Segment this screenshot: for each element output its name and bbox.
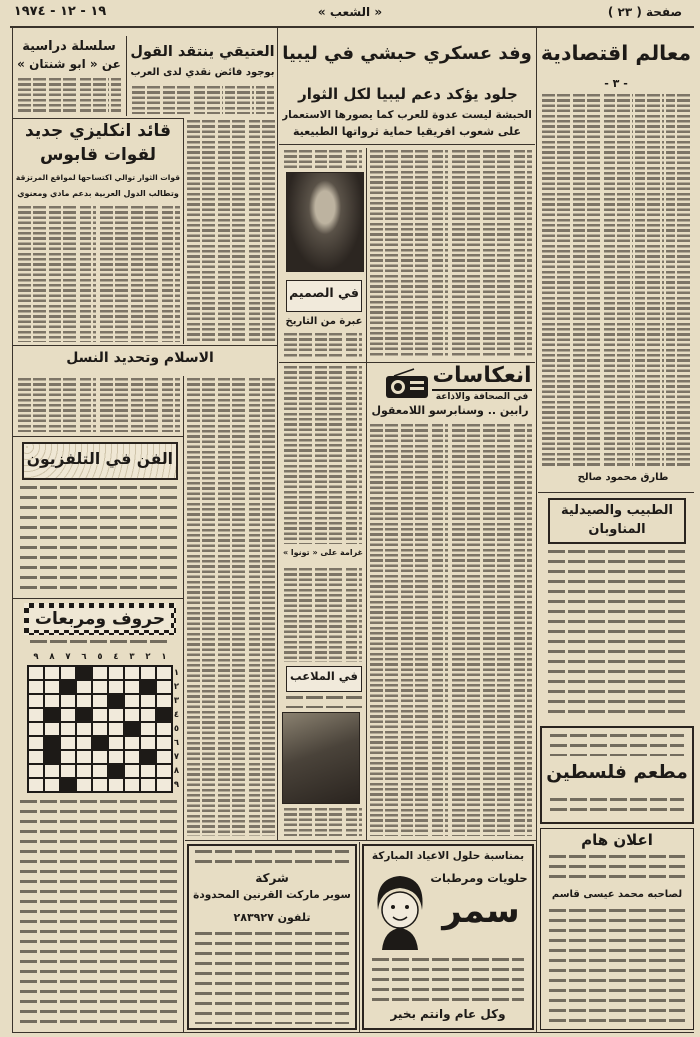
page-frame-left	[12, 28, 13, 1032]
column-rule	[359, 842, 360, 1032]
article-text-block	[542, 94, 692, 468]
ad-text-block	[550, 798, 684, 818]
press-subtitle: رابين .. وسنابرسو اللامعقول	[371, 405, 529, 417]
crossword-cell	[140, 764, 156, 778]
crossword-cell	[124, 694, 140, 708]
crossword-cell	[92, 778, 108, 792]
oman-headline-line1: قائد انكليزي جديد	[25, 122, 171, 141]
supermarket-name-line2: سوبر ماركت القرنين المحدودة	[193, 889, 351, 901]
crossword-cell	[108, 778, 124, 792]
crossword-cell	[156, 736, 172, 750]
article-text-block	[284, 333, 362, 358]
crossword-cell	[140, 666, 156, 680]
crossword-cell	[156, 694, 172, 708]
crossword-cell	[60, 694, 76, 708]
crossword-cell	[92, 680, 108, 694]
economics-author: طارق محمود صالح	[577, 472, 669, 483]
section-rule	[538, 492, 694, 493]
crossword-cell	[44, 764, 60, 778]
crossword-cell	[92, 722, 108, 736]
crossword-column-number: ٩	[33, 652, 39, 662]
crossword-cell	[140, 736, 156, 750]
crossword-column-number: ٦	[81, 652, 87, 662]
section-rule	[12, 345, 277, 346]
crossword-cell	[140, 778, 156, 792]
sports-logo	[286, 666, 362, 692]
section-rule	[279, 144, 535, 145]
holiday-brand: سمر	[442, 892, 520, 931]
crossword-cell	[92, 750, 108, 764]
series-title: سلسلة دراسية	[22, 40, 116, 54]
oman-deck-1: قوات الثوار توالي اكتساحها لمواقع المرتزقة	[16, 174, 180, 182]
crossword-row-number: ٨	[173, 766, 180, 776]
crossword-cell	[60, 736, 76, 750]
crossword-clues-text	[20, 800, 178, 1026]
notice-title: اعلان هام	[581, 832, 653, 849]
article-text-block	[100, 378, 180, 432]
crossword-cell	[124, 680, 140, 694]
crossword-cell	[140, 694, 156, 708]
economics-title: معالم اقتصادية	[540, 42, 692, 65]
article-text-block	[18, 206, 96, 342]
press-title-line2: في الصحافة والاذاعة	[435, 392, 529, 402]
crossword-black-cell	[76, 708, 92, 722]
crossword-cell	[92, 764, 108, 778]
crossword-black-cell	[140, 680, 156, 694]
libya-subhead: جلود يؤكد دعم ليبيا لكل الثوار	[298, 86, 518, 103]
crossword-cell	[28, 736, 44, 750]
crossword-cell	[76, 750, 92, 764]
crossword-cell	[44, 680, 60, 694]
tv-section-logo	[22, 442, 178, 480]
radio-icon	[384, 368, 430, 400]
crossword-cell	[76, 694, 92, 708]
crossword-cell	[156, 680, 172, 694]
crossword-row-number: ١	[173, 668, 180, 678]
ad-text-block	[549, 855, 685, 885]
crossword-cell	[124, 708, 140, 722]
column-rule	[183, 376, 184, 1032]
oteiqi-subhead: بوجود فائض نقدي لدى العرب	[130, 67, 275, 78]
crossword-cell	[76, 722, 92, 736]
holiday-occasion: بمناسبة حلول الاعياد المباركة	[371, 850, 525, 862]
crossword-black-cell	[60, 680, 76, 694]
crossword-cell	[60, 750, 76, 764]
crossword-grid	[27, 665, 173, 793]
duty-list-text	[548, 550, 688, 720]
column-rule	[126, 36, 127, 116]
notice-owner: لصاحبه محمد عيسى قاسم	[551, 889, 683, 900]
crossword-row-number: ٤	[173, 710, 180, 720]
crossword-row-number: ٩	[173, 780, 180, 790]
libya-deck-1: الحبشة ليست عدوة للعرب كما يصورها الاستعمار	[282, 109, 532, 121]
column-rule	[183, 118, 184, 344]
crossword-cell	[140, 722, 156, 736]
crossword-cell	[44, 694, 60, 708]
crossword-cell	[44, 666, 60, 680]
article-text-block	[452, 150, 532, 358]
holiday-product: حلويات ومرطبات	[430, 872, 528, 885]
crossword-black-cell	[44, 708, 60, 722]
crossword-cell	[92, 708, 108, 722]
article-text-block	[452, 424, 532, 836]
newspaper-name: « الشعب »	[317, 6, 383, 19]
section-rule	[12, 598, 183, 599]
crossword-cell	[28, 778, 44, 792]
tv-schedule-text	[20, 486, 178, 594]
ad-text-block	[549, 909, 685, 1023]
crossword-row-number: ٢	[173, 682, 180, 692]
news-photo-portrait	[286, 172, 364, 272]
page-frame-bottom	[12, 1032, 694, 1033]
sports-photo	[282, 712, 360, 804]
crossword-cell	[124, 736, 140, 750]
crossword-cell	[124, 666, 140, 680]
girl-illustration	[370, 870, 430, 952]
article-text-block	[370, 150, 448, 358]
crossword-black-cell	[92, 736, 108, 750]
column-rule	[536, 28, 537, 1032]
crossword-column-number: ٥	[97, 652, 103, 662]
duty-title-line2: المناوبان	[588, 523, 646, 537]
press-title: انعكاسات	[432, 364, 532, 391]
header-rule	[10, 26, 694, 28]
crossword-title: حروف ومربعات	[34, 610, 166, 629]
notice-ad	[540, 828, 694, 1030]
crossword-cell	[28, 750, 44, 764]
crossword-cell	[60, 722, 76, 736]
ad-text-block	[372, 958, 524, 1004]
crossword-column-numbers	[28, 652, 172, 664]
crossword-black-cell	[44, 750, 60, 764]
restaurant-name: مطعم فلسطين	[546, 762, 688, 783]
article-text-block	[284, 150, 362, 168]
crossword-cell	[28, 722, 44, 736]
article-text-block	[284, 366, 362, 544]
crossword-cell	[92, 666, 108, 680]
crossword-row-number: ٣	[173, 696, 180, 706]
crossword-cell	[44, 778, 60, 792]
sports-title: في الملاعب	[290, 670, 358, 683]
crossword-cell	[156, 750, 172, 764]
column-rule	[277, 28, 278, 840]
crossword-column-number: ١	[161, 652, 167, 662]
section-rule	[185, 840, 536, 841]
crossword-column-number: ٧	[65, 652, 71, 662]
crossword-cell	[108, 708, 124, 722]
holiday-sweets-ad	[362, 844, 534, 1030]
crossword-cell	[76, 736, 92, 750]
restaurant-ad	[540, 726, 694, 824]
supermarket-name-line1: شركة	[255, 872, 289, 885]
article-text-block	[187, 378, 275, 836]
ad-text-block	[195, 932, 349, 1024]
crossword-cell	[28, 694, 44, 708]
crossword-cell	[60, 666, 76, 680]
column-subtitle: عبرة من التاريخ	[285, 316, 363, 327]
crossword-black-cell	[44, 736, 60, 750]
crossword-cell	[108, 666, 124, 680]
fine-title: غرامة على « تونوا »	[282, 548, 364, 557]
crossword-column-number: ٤	[113, 652, 119, 662]
duty-title-line1: الطبيب والصيدلية	[560, 504, 674, 518]
article-text-block	[132, 86, 274, 114]
supermarket-ad	[187, 844, 357, 1030]
column-logo	[286, 280, 362, 312]
islam-title: الاسلام وتحديد النسل	[66, 350, 214, 366]
crossword-black-cell	[76, 666, 92, 680]
crossword-column-number: ٢	[145, 652, 151, 662]
crossword-credit-text	[30, 640, 170, 648]
crossword-cell	[60, 764, 76, 778]
crossword-row-number: ٦	[173, 738, 180, 748]
crossword-cell	[124, 778, 140, 792]
crossword-cell	[108, 722, 124, 736]
crossword-row-numbers	[172, 666, 181, 792]
ad-text-block	[550, 734, 684, 756]
series-subtitle: عن « ابو شنتان »	[17, 58, 121, 71]
issue-date: ١٩ - ١٢ - ١٩٧٤	[13, 5, 107, 19]
crossword-cell	[156, 764, 172, 778]
crossword-cell	[140, 708, 156, 722]
article-text-block	[284, 568, 362, 662]
article-text-block	[18, 78, 122, 114]
crossword-column-number: ٣	[129, 652, 135, 662]
crossword-cell	[156, 778, 172, 792]
crossword-black-cell	[156, 708, 172, 722]
crossword-black-cell	[60, 778, 76, 792]
crossword-title-banner	[24, 603, 176, 635]
article-text-block	[187, 120, 275, 342]
article-text-block	[284, 808, 362, 836]
crossword-column-number: ٨	[49, 652, 55, 662]
crossword-cell	[124, 764, 140, 778]
article-text-block	[370, 424, 448, 836]
duty-heading-box	[548, 498, 686, 544]
crossword-cell	[108, 750, 124, 764]
crossword-cell	[28, 680, 44, 694]
oman-headline-line2: لقوات قابوس	[39, 146, 157, 165]
article-text-block	[286, 696, 362, 708]
crossword-cell	[108, 736, 124, 750]
crossword-cell	[60, 708, 76, 722]
section-rule	[279, 362, 535, 363]
libya-headline: وفد عسكري حبشي في ليبيا	[282, 44, 532, 64]
crossword-cell	[28, 708, 44, 722]
crossword-black-cell	[124, 722, 140, 736]
oteiqi-headline: العتيقي ينتقد القول	[130, 44, 275, 60]
crossword-cell	[44, 722, 60, 736]
crossword-cell	[156, 722, 172, 736]
ad-text-block	[195, 850, 349, 870]
section-rule	[12, 118, 183, 119]
crossword-cell	[124, 750, 140, 764]
crossword-black-cell	[108, 764, 124, 778]
crossword-cell	[76, 680, 92, 694]
crossword-cell	[108, 680, 124, 694]
crossword-cell	[92, 694, 108, 708]
column-title: في الصميم	[289, 286, 359, 300]
crossword-cell	[76, 778, 92, 792]
crossword-cell	[156, 666, 172, 680]
column-rule	[366, 148, 367, 840]
crossword-row-number: ٧	[173, 752, 180, 762]
supermarket-phone: تلفون ٢٨٣٩٢٧	[233, 912, 311, 924]
section-rule	[12, 436, 183, 437]
crossword-cell	[28, 666, 44, 680]
crossword-black-cell	[108, 694, 124, 708]
economics-part: - ٣ -	[604, 78, 628, 90]
holiday-greeting: وكل عام وانتم بخير	[390, 1008, 506, 1021]
oman-deck-2: وتطالب الدول العربية بدعم مادي ومعنوي	[17, 189, 179, 198]
page-number: صفحة ( ٢٣ )	[607, 6, 683, 19]
article-text-block	[18, 378, 96, 432]
crossword-black-cell	[140, 750, 156, 764]
libya-deck-2: على شعوب افريقيا حماية ثرواتها الطبيعية	[292, 126, 522, 138]
crossword-cell	[28, 764, 44, 778]
tv-title: الفن في التلفزيون	[27, 451, 173, 468]
article-text-block	[100, 206, 180, 342]
crossword-row-number: ٥	[173, 724, 180, 734]
crossword-cell	[76, 764, 92, 778]
